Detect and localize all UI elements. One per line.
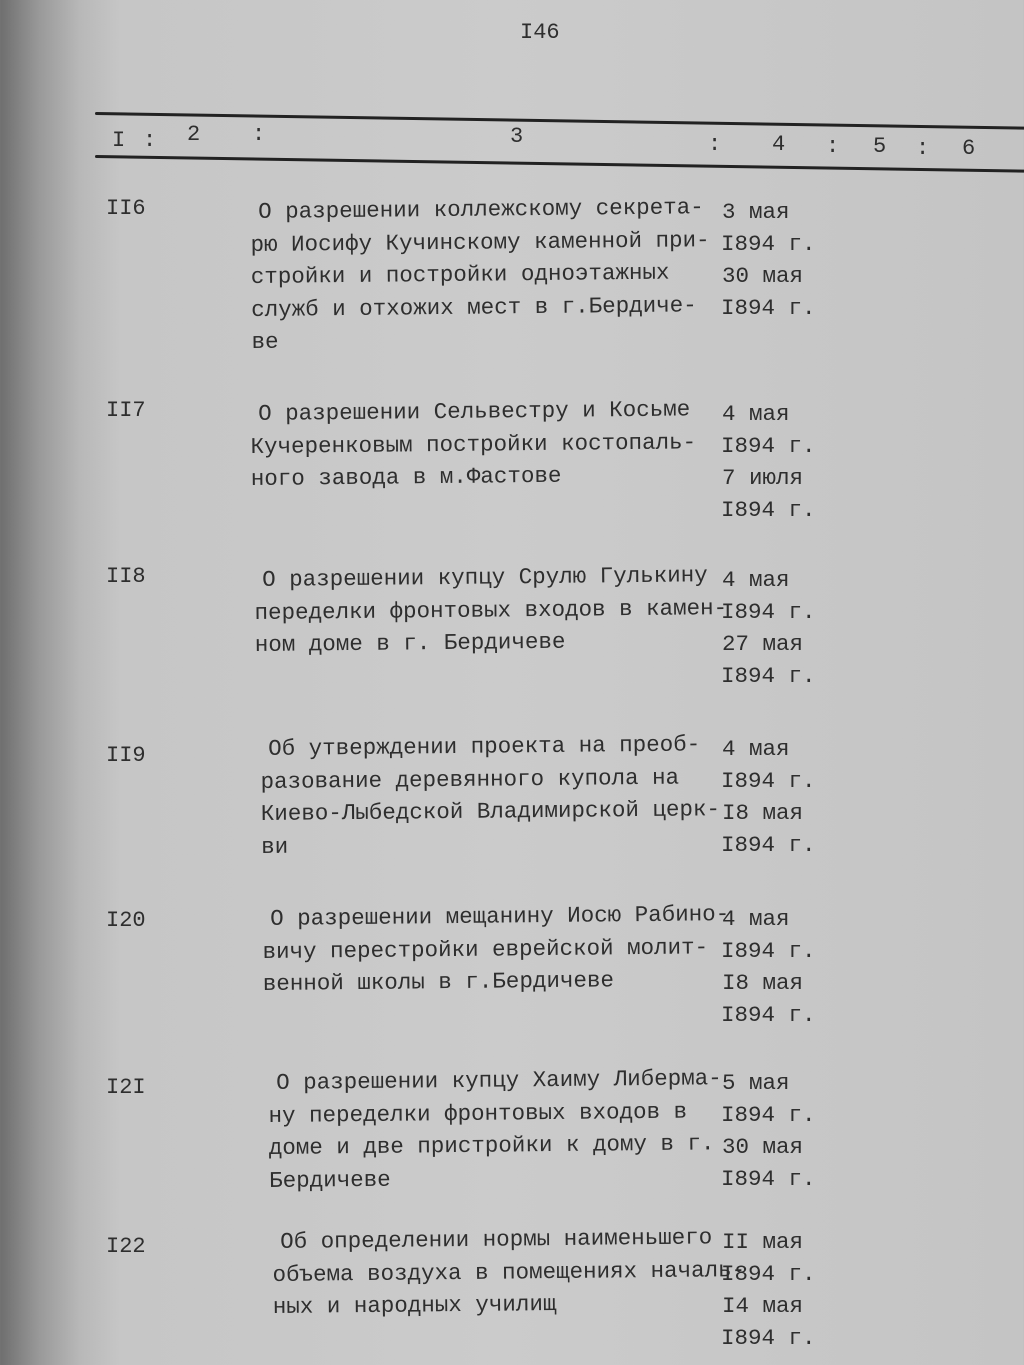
- column-1-header: I: [112, 128, 126, 153]
- entry-description: [250, 191, 711, 358]
- description-line: объема воздуха в помещениях началь-: [272, 1256, 746, 1288]
- description-line: переделки фронтовых входов в камен-: [254, 594, 728, 626]
- date-line: I894 г.: [721, 599, 816, 625]
- date-line: I894 г.: [721, 1166, 816, 1192]
- entry-number: I22: [106, 1234, 146, 1259]
- date-line: I894 г.: [721, 1002, 816, 1028]
- entry-description: [268, 1062, 723, 1197]
- description-line: О разрешении купцу Срулю Гулькину: [262, 562, 708, 593]
- page-number: I46: [520, 20, 560, 45]
- description-line: разование деревянного купола на: [260, 764, 680, 795]
- entry-dates: [721, 196, 816, 324]
- description-line: ви: [261, 833, 289, 860]
- date-line: I894 г.: [721, 938, 816, 964]
- entry-dates: [721, 398, 816, 526]
- description-line: О разрешении мещанину Иосю Рабино-: [270, 901, 730, 932]
- description-line: стройки и постройки одноэтажных: [250, 259, 670, 290]
- date-line: 4 мая: [722, 567, 790, 593]
- date-line: 3 мая: [722, 199, 790, 225]
- entry-dates: [721, 903, 816, 1031]
- entry-description: [250, 393, 697, 495]
- date-line: I8 мая: [722, 970, 804, 996]
- entry-number: II6: [106, 196, 146, 221]
- entry-dates: [721, 1067, 816, 1195]
- description-line: Бердичеве: [269, 1166, 391, 1194]
- date-line: I894 г.: [721, 768, 816, 794]
- date-line: 30 мая: [722, 263, 804, 289]
- column-separator: :: [708, 132, 722, 157]
- description-line: Об определении нормы наименьшего: [280, 1224, 713, 1255]
- date-line: 5 мая: [722, 1070, 790, 1096]
- entry-dates: [721, 564, 816, 692]
- column-4-header: 4: [772, 132, 786, 157]
- date-line: I894 г.: [721, 231, 816, 257]
- date-line: I894 г.: [721, 832, 816, 858]
- column-2-header: 2: [187, 122, 201, 147]
- column-separator: :: [916, 136, 930, 161]
- entry-number: I20: [106, 908, 146, 933]
- description-line: рю Иосифу Кучинскому каменной при-: [250, 226, 710, 258]
- description-line: служб и отхожих мест в г.Бердиче-: [251, 291, 697, 323]
- description-line: доме и две пристройки к дому в г.: [268, 1130, 715, 1161]
- description-line: ных и народных училищ: [272, 1291, 557, 1320]
- description-line: О разрешении купцу Хаиму Либерма-: [276, 1065, 722, 1096]
- date-line: I894 г.: [721, 295, 816, 321]
- description-line: О разрешении Сельвестру и Косьме: [258, 396, 691, 427]
- description-line: венной школы в г.Бердичеве: [262, 967, 615, 997]
- date-line: I8 мая: [722, 800, 804, 826]
- date-line: I894 г.: [721, 663, 816, 689]
- date-line: 7 июля: [722, 465, 804, 491]
- date-line: I894 г.: [721, 1325, 816, 1351]
- header-top-rule: [95, 112, 1024, 130]
- description-line: Кучеренковым постройки костопаль-: [250, 428, 697, 460]
- date-line: 27 мая: [722, 631, 804, 657]
- column-separator: :: [143, 128, 157, 153]
- date-line: 4 мая: [722, 401, 790, 427]
- date-line: II мая: [722, 1229, 804, 1255]
- description-line: вичу перестройки еврейской молит-: [262, 933, 709, 965]
- description-line: Киево-Лыбедской Владимирской церк-: [260, 796, 721, 827]
- column-6-header: 6: [962, 136, 976, 161]
- entry-dates: [721, 733, 816, 861]
- column-3-header: 3: [510, 124, 524, 149]
- date-line: I894 г.: [721, 1102, 816, 1128]
- description-line: О разрешении коллежскому секрета-: [258, 194, 704, 225]
- date-line: I894 г.: [721, 497, 816, 523]
- entry-number: II8: [106, 564, 146, 589]
- entry-description: [272, 1221, 746, 1323]
- column-5-header: 5: [873, 134, 887, 159]
- date-line: I4 мая: [722, 1293, 804, 1319]
- entry-number: II7: [106, 398, 146, 423]
- date-line: 4 мая: [722, 906, 790, 932]
- entry-dates: [721, 1226, 816, 1354]
- description-line: ве: [251, 328, 279, 355]
- column-separator: :: [252, 122, 266, 147]
- entry-description: [262, 898, 730, 1000]
- date-line: I894 г.: [721, 433, 816, 459]
- column-separator: :: [826, 134, 840, 159]
- date-line: 4 мая: [722, 736, 790, 762]
- entry-number: II9: [106, 743, 146, 768]
- date-line: I894 г.: [721, 1261, 816, 1287]
- description-line: ном доме в г. Бердичеве: [254, 628, 566, 658]
- entry-description: [254, 559, 728, 661]
- entry-description: [260, 728, 720, 863]
- description-line: ного завода в м.Фастове: [250, 462, 562, 492]
- description-line: Об утверждении проекта на преоб-: [268, 731, 701, 762]
- entry-number: I2I: [106, 1075, 146, 1100]
- description-line: ну переделки фронтовых входов в: [268, 1098, 688, 1129]
- date-line: 30 мая: [722, 1134, 804, 1160]
